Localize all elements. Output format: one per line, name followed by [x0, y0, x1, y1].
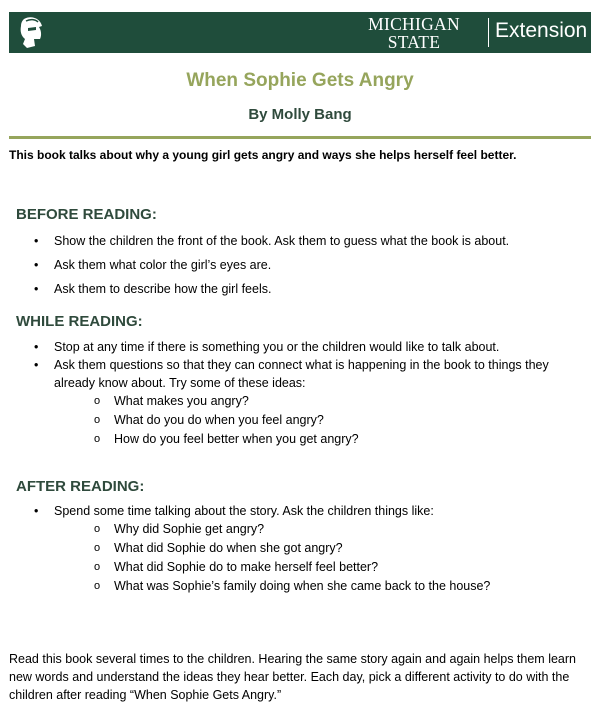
- title-divider: [9, 136, 591, 139]
- list-item-text: Spend some time talking about the story. Ask the children things like:: [54, 504, 434, 518]
- intro-text: This book talks about why a young girl gets angry and ways she helps herself feel better.: [9, 148, 517, 162]
- list-item: • Ask them what color the girl’s eyes are.: [0, 256, 580, 274]
- list-item-text: Ask them questions so that they can connect what is happening in the book to things they already know about. Try some of these ideas:: [54, 358, 549, 390]
- msu-wordmark-line2: UNIVERSITY: [353, 52, 479, 64]
- list-item: [0, 356, 580, 449]
- sub-list-item: o Why did Sophie get angry?: [54, 520, 580, 539]
- while-reading-sublist: [54, 392, 580, 449]
- sub-list-item: o What did Sophie do to make herself feel better?: [54, 558, 580, 577]
- list-item: • Ask them to describe how the girl feels.: [0, 280, 580, 298]
- before-reading-list: [0, 232, 580, 298]
- list-item: [0, 502, 580, 596]
- spartan-helmet-icon: [15, 15, 47, 50]
- after-reading-heading: AFTER READING:: [16, 478, 145, 495]
- after-reading-sublist: [54, 520, 580, 596]
- list-item: • Show the children the front of the book. Ask them to guess what the book is about.: [0, 232, 580, 250]
- list-item: • Stop at any time if there is something you or the children would like to talk about.: [0, 338, 580, 356]
- sub-list-item: o What did Sophie do when she got angry?: [54, 539, 580, 558]
- before-reading-heading: BEFORE READING:: [16, 206, 157, 223]
- sub-list-item: o What was Sophie’s family doing when she came back to the house?: [54, 577, 580, 596]
- closing-paragraph: Read this book several times to the children. Hearing the same story again and again helps them learn new words and understand the ideas they hear better. Each day, pick a different activity to do with the children after reading “When Sophie Gets Angry.”: [9, 652, 576, 702]
- document-title: When Sophie Gets Angry: [186, 70, 414, 91]
- msu-wordmark: [343, 14, 485, 65]
- header-divider: [488, 18, 489, 47]
- after-reading-list: [0, 502, 580, 596]
- sub-list-item: o What makes you angry?: [54, 392, 580, 411]
- header-bar: [9, 12, 591, 64]
- document-author: By Molly Bang: [248, 106, 352, 123]
- extension-label: Extension: [495, 19, 588, 42]
- sub-list-item: o How do you feel better when you get angry?: [54, 430, 580, 449]
- msu-wordmark-line1: MICHIGAN STATE: [368, 14, 460, 52]
- while-reading-list: [0, 338, 580, 449]
- while-reading-heading: WHILE READING:: [16, 313, 143, 330]
- sub-list-item: o What do you do when you feel angry?: [54, 411, 580, 430]
